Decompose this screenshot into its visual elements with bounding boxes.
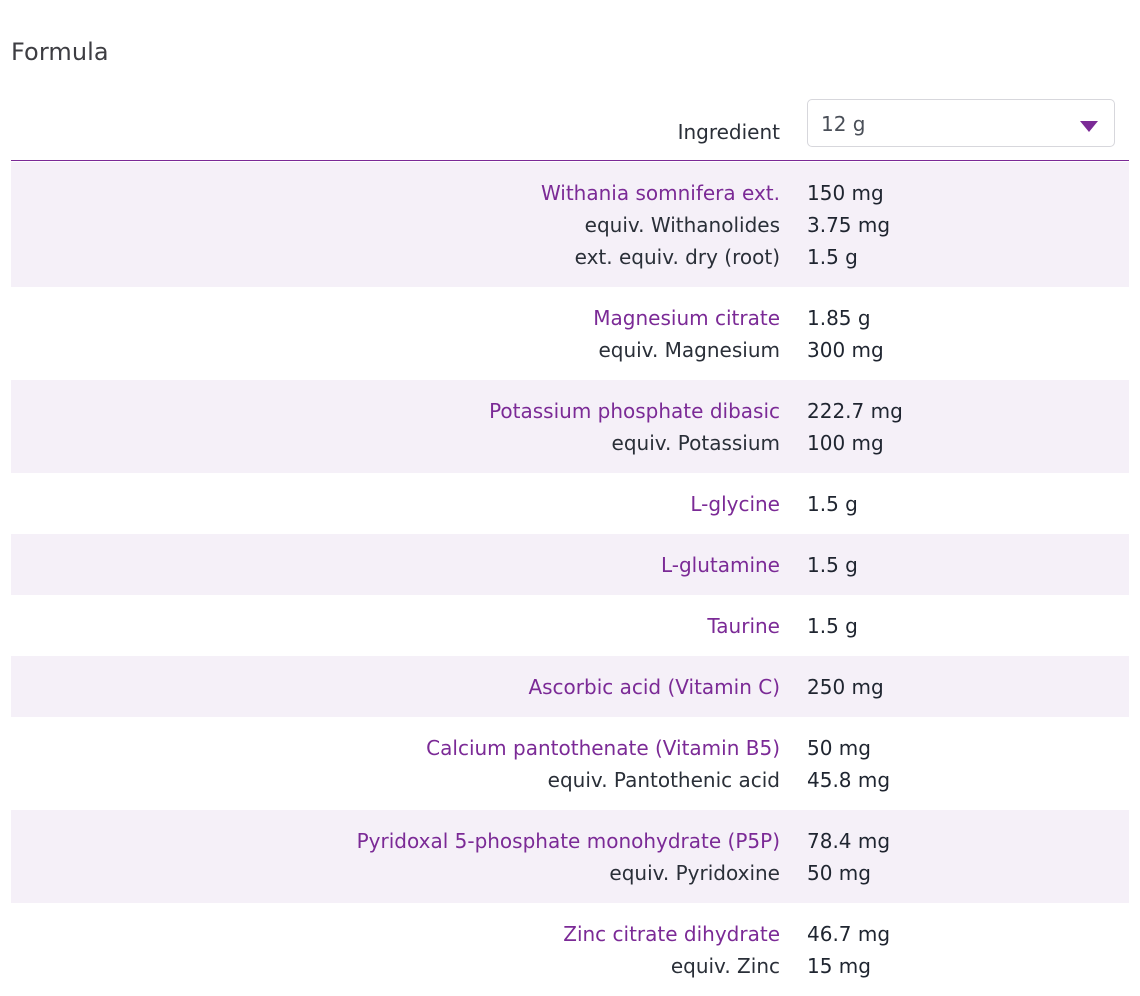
ingredient-amount: 50 mg	[807, 736, 871, 760]
ingredient-amount: 78.4 mg	[807, 829, 891, 853]
ingredient-line	[11, 549, 1129, 581]
ingredient-line	[11, 732, 1129, 764]
equivalent-line	[11, 764, 1129, 796]
ingredient-row	[11, 810, 1129, 903]
ingredient-name: Magnesium citrate	[593, 306, 780, 330]
ingredient-amount: 1.5 g	[807, 492, 858, 516]
serving-size-value: 12 g	[821, 112, 866, 136]
ingredient-line	[11, 177, 1129, 209]
ingredient-row	[11, 534, 1129, 595]
ingredient-amount: 250 mg	[807, 675, 884, 699]
equivalent-line	[11, 209, 1129, 241]
ingredient-name: L-glutamine	[660, 553, 780, 577]
ingredient-line	[11, 610, 1129, 642]
ingredient-name: Ascorbic acid (Vitamin C)	[528, 675, 780, 699]
chevron-down-icon[interactable]	[1080, 121, 1098, 132]
equivalent-name: ext. equiv. dry (root)	[574, 245, 780, 269]
ingredient-row	[11, 287, 1129, 380]
equivalent-name: equiv. Zinc	[670, 954, 780, 978]
ingredient-amount: 46.7 mg	[807, 922, 891, 946]
ingredient-name: Calcium pantothenate (Vitamin B5)	[426, 736, 780, 760]
equivalent-name: equiv. Pyridoxine	[609, 861, 780, 885]
ingredient-line	[11, 395, 1129, 427]
ingredient-name: L-glycine	[690, 492, 780, 516]
ingredient-row	[11, 595, 1129, 656]
equivalent-name: equiv. Withanolides	[584, 213, 780, 237]
ingredients-list	[11, 162, 1129, 996]
equivalent-name: equiv. Pantothenic acid	[547, 768, 780, 792]
ingredient-line	[11, 302, 1129, 334]
ingredient-name: Zinc citrate dihydrate	[563, 922, 780, 946]
equivalent-line	[11, 334, 1129, 366]
ingredient-amount: 1.5 g	[807, 553, 858, 577]
ingredient-row	[11, 903, 1129, 996]
serving-size-select[interactable]	[807, 99, 1115, 147]
ingredient-row	[11, 162, 1129, 287]
ingredient-line	[11, 671, 1129, 703]
equivalent-amount: 50 mg	[807, 861, 871, 885]
equivalent-amount: 15 mg	[807, 954, 871, 978]
ingredient-amount: 1.85 g	[807, 306, 871, 330]
equivalent-name: equiv. Magnesium	[598, 338, 780, 362]
equivalent-amount: 3.75 mg	[807, 213, 891, 237]
equivalent-amount: 300 mg	[807, 338, 884, 362]
ingredient-line	[11, 918, 1129, 950]
equivalent-amount: 45.8 mg	[807, 768, 891, 792]
ingredient-row	[11, 473, 1129, 534]
ingredient-amount: 150 mg	[807, 181, 884, 205]
ingredient-column-label: Ingredient	[677, 120, 780, 144]
ingredient-name: Withania somnifera ext.	[540, 181, 780, 205]
ingredient-name: Taurine	[707, 614, 780, 638]
equivalent-line	[11, 857, 1129, 889]
ingredient-amount: 222.7 mg	[807, 399, 903, 423]
ingredient-row	[11, 380, 1129, 473]
ingredient-line	[11, 825, 1129, 857]
equivalent-line	[11, 241, 1129, 273]
ingredient-name: Pyridoxal 5-phosphate monohydrate (P5P)	[356, 829, 780, 853]
formula-table-header	[11, 98, 1129, 161]
ingredient-name: Potassium phosphate dibasic	[489, 399, 780, 423]
equivalent-amount: 1.5 g	[807, 245, 858, 269]
equivalent-name: equiv. Potassium	[611, 431, 780, 455]
ingredient-row	[11, 717, 1129, 810]
equivalent-line	[11, 427, 1129, 459]
equivalent-line	[11, 950, 1129, 982]
page-title: Formula	[11, 38, 109, 66]
ingredient-row	[11, 656, 1129, 717]
ingredient-amount: 1.5 g	[807, 614, 858, 638]
ingredient-line	[11, 488, 1129, 520]
equivalent-amount: 100 mg	[807, 431, 884, 455]
